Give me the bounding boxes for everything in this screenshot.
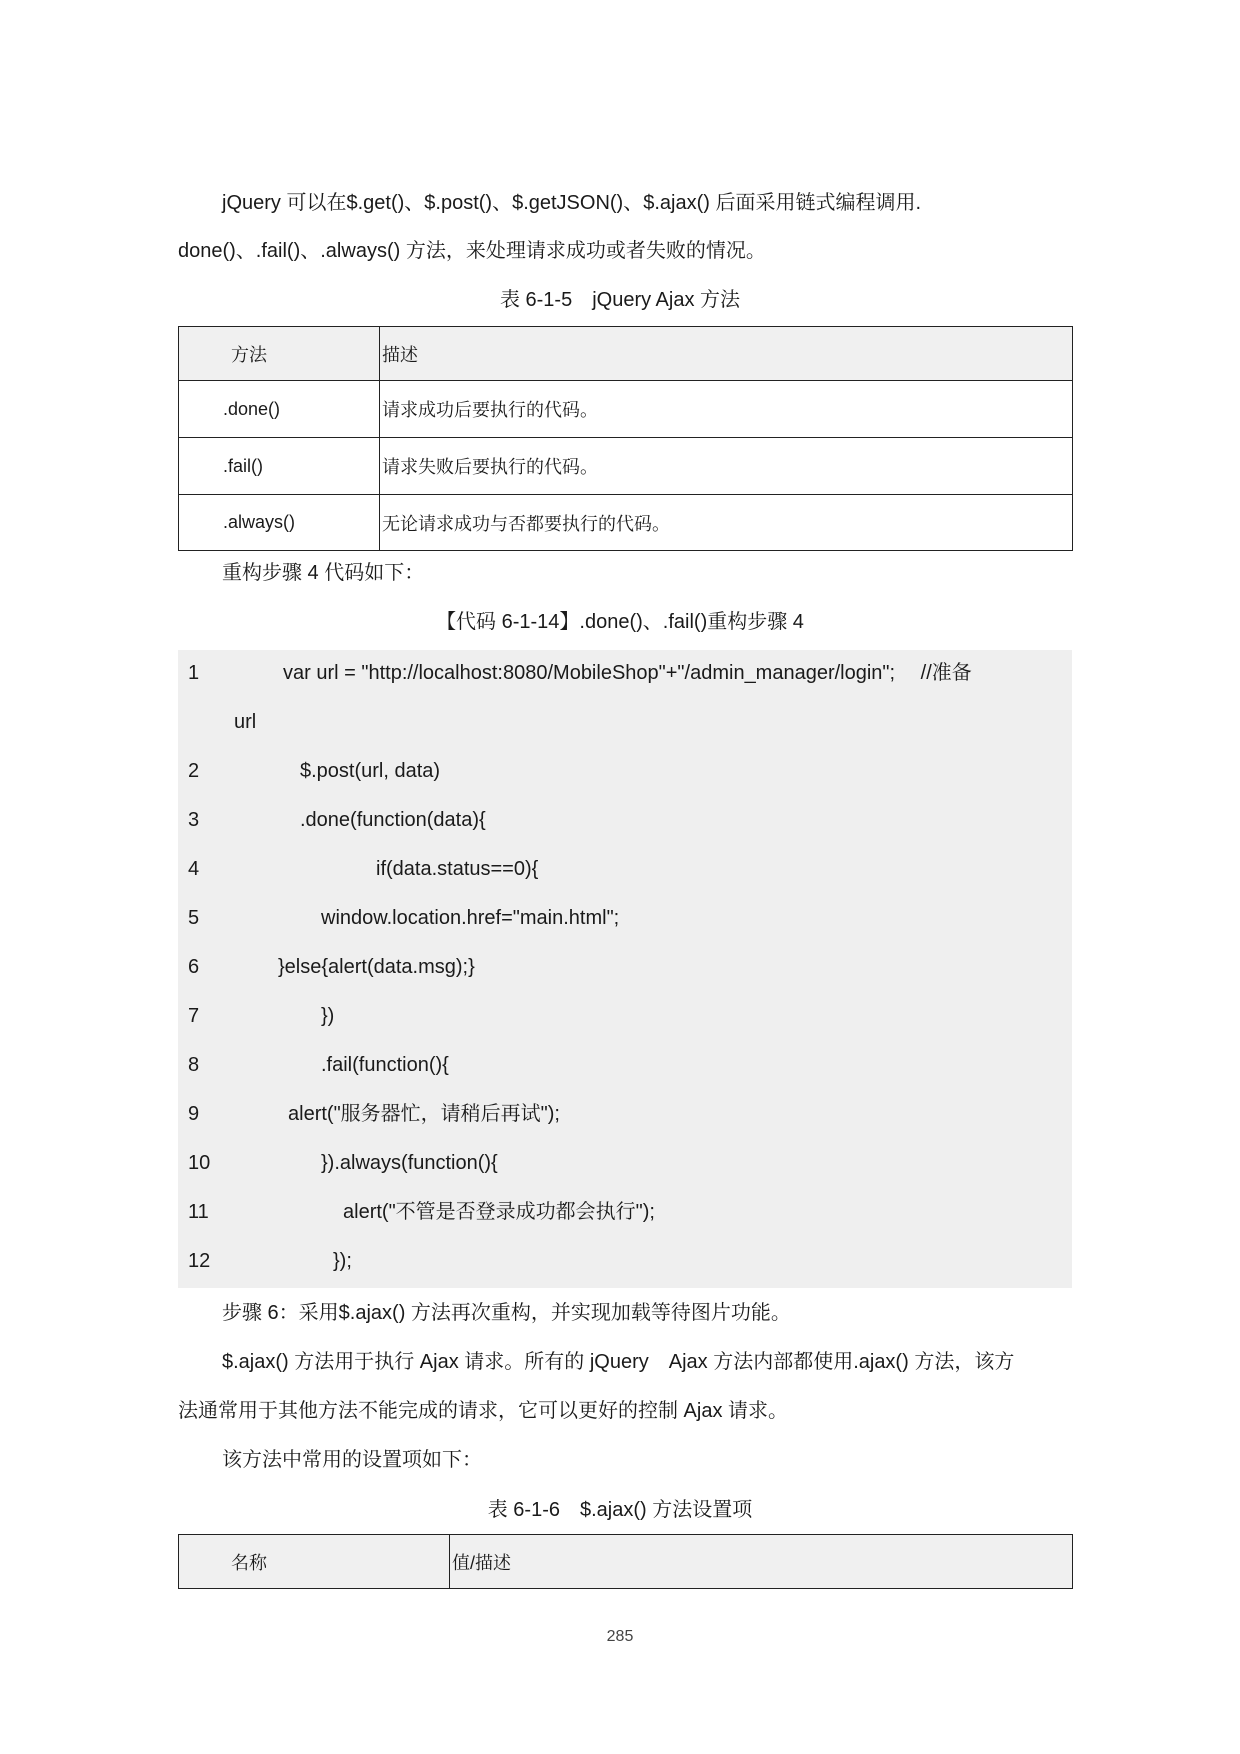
step6-text: 步骤 6：采用$.ajax() 方法再次重构，并实现加载等待图片功能。 — [222, 1302, 791, 1324]
method-cell: .fail() — [179, 438, 380, 495]
method-cell: .done() — [179, 381, 380, 438]
header-value-description: 值/描述 — [450, 1535, 1073, 1589]
line-number: 7 — [188, 1005, 200, 1027]
description-cell: 请求成功后要执行的代码。 — [380, 381, 1073, 438]
code-line: .done(function(data){ — [300, 809, 486, 831]
table-row — [179, 438, 1073, 495]
line-number: 4 — [188, 858, 200, 880]
intro-line-2: done()、.fail()、.always() 方法，来处理请求成功或者失败的情况。 — [178, 240, 766, 262]
code-line: }); — [333, 1250, 352, 1272]
intro-line-1: jQuery 可以在$.get()、$.post()、$.getJSON()、$.ajax() 后面采用链式编程调用. — [222, 192, 922, 214]
table-row — [179, 381, 1073, 438]
code-line: }).always(function(){ — [321, 1152, 498, 1174]
code-line: window.location.href="main.html"; — [321, 907, 620, 929]
line-number: 8 — [188, 1054, 200, 1076]
line-number: 11 — [188, 1201, 209, 1223]
code-line: alert("服务器忙，请稍后再试"); — [288, 1103, 560, 1125]
line-number: 6 — [188, 956, 200, 978]
line-number: 3 — [188, 809, 200, 831]
description-cell: 请求失败后要执行的代码。 — [380, 438, 1073, 495]
line-number: 1 — [188, 662, 200, 684]
line-number: 5 — [188, 907, 200, 929]
description-cell: 无论请求成功与否都要执行的代码。 — [380, 495, 1073, 551]
line-number: 12 — [188, 1250, 211, 1272]
page-number: 285 — [606, 1628, 634, 1645]
code-line: url — [234, 711, 257, 733]
code-caption: 【代码 6-1-14】.done()、.fail()重构步骤 4 — [436, 611, 804, 633]
table-caption-methods: 表 6-1-5 jQuery Ajax 方法 — [499, 289, 741, 311]
table-row — [179, 495, 1073, 551]
code-line: if(data.status==0){ — [376, 858, 539, 880]
header-name: 名称 — [179, 1535, 450, 1589]
code-line: .fail(function(){ — [321, 1054, 449, 1076]
step4-text: 重构步骤 4 代码如下： — [222, 562, 425, 584]
method-cell: .always() — [179, 495, 380, 551]
header-description: 描述 — [380, 327, 1073, 381]
code-block — [178, 650, 1072, 1288]
ajax-para-line-2: 法通常用于其他方法不能完成的请求，它可以更好的控制 Ajax 请求。 — [178, 1400, 789, 1422]
methods-table — [178, 326, 1073, 551]
settings-text: 该方法中常用的设置项如下： — [222, 1449, 482, 1471]
table-caption-settings: 表 6-1-6 $.ajax() 方法设置项 — [487, 1499, 753, 1521]
header-method: 方法 — [179, 327, 380, 381]
line-number: 2 — [188, 760, 200, 782]
code-line: var url = "http://localhost:8080/MobileShop"+"/admin_manager/login"; //准备 — [283, 662, 972, 684]
line-number: 9 — [188, 1103, 200, 1125]
table-header-row — [179, 1535, 1073, 1589]
line-number: 10 — [188, 1152, 211, 1174]
code-line: alert("不管是否登录成功都会执行"); — [343, 1201, 655, 1223]
table-header-row — [179, 327, 1073, 381]
code-line: }) — [321, 1005, 335, 1027]
settings-table — [178, 1534, 1073, 1589]
code-line: $.post(url, data) — [300, 760, 441, 782]
code-line: }else{alert(data.msg);} — [278, 956, 475, 978]
ajax-para-line-1: $.ajax() 方法用于执行 Ajax 请求。所有的 jQuery Ajax 方法内部都使用.ajax() 方法，该方 — [222, 1351, 1015, 1373]
